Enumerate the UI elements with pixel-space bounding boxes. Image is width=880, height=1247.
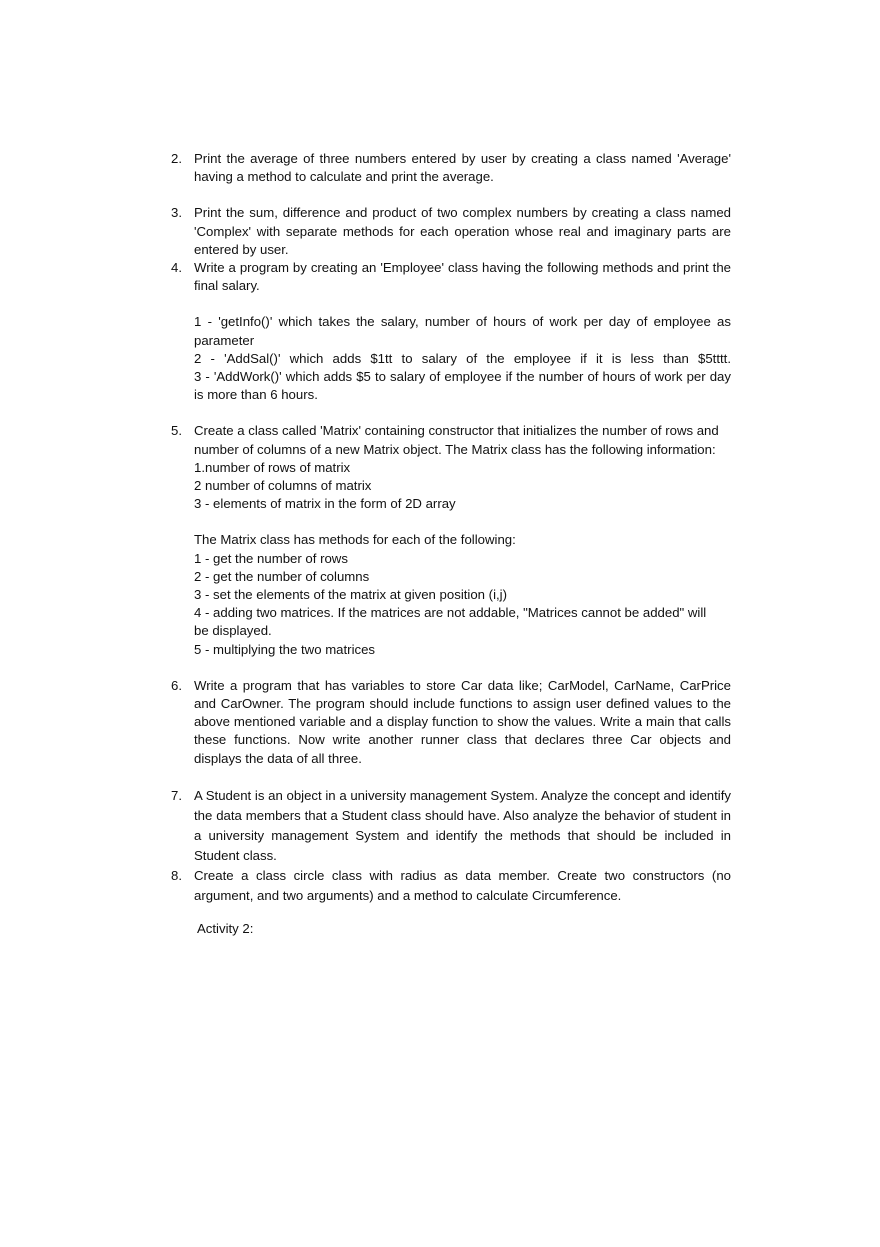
item-text: Print the sum, difference and product of two complex numbers by creating a class named 'Complex' with separate methods for each operation whose real and imaginary parts are entered by user. [194,205,731,257]
item-body [194,259,731,404]
method-addwork: 3 - 'AddWork()' which adds $5 to salary of employee if the number of hours of work per day is more than 6 hours. [194,369,731,403]
matrix-info-1: 1.number of rows of matrix [194,459,351,475]
matrix-info-2: 2 number of columns of matrix [194,478,372,494]
matrix-method-4: 4 - adding two matrices. If the matrices are not addable, "Matrices cannot be added" will be displayed. [194,605,707,639]
matrix-info-3: 3 - elements of matrix in the form of 2D array [194,496,456,512]
item-text: Create a class circle class with radius as data member. Create two constructors (no argument, and two arguments) and a method to calculate Circumference. [194,867,731,903]
item-text: A Student is an object in a university management System. Analyze the concept and identify the data members that a Student class should have. Also analyze the behavior of student in a university management System and identify the methods that should be included in Student class. [194,787,731,863]
item-text: Print the average of three numbers entered by user by creating a class named 'Average' having a method to calculate and print the average. [194,151,731,185]
list-item-3 [171,204,731,259]
item-number: 7. [171,787,182,803]
item-body [194,422,731,658]
item-number: 5. [171,423,182,439]
matrix-method-2: 2 - get the number of columns [194,568,370,584]
matrix-method-5: 5 - multiplying the two matrices [194,641,376,657]
item-number: 6. [171,677,182,693]
task-list [171,150,731,938]
item-number: 4. [171,260,182,276]
list-item-5 [171,422,731,658]
list-item-8 [171,866,731,906]
matrix-methods-intro: The Matrix class has methods for each of the following: [194,532,516,548]
list-item-2 [171,150,731,186]
list-item-7 [171,786,731,866]
matrix-method-3: 3 - set the elements of the matrix at given position (i,j) [194,587,507,603]
method-getinfo: 1 - 'getInfo()' which takes the salary, number of hours of work per day of employee as parameter [194,314,731,348]
activity-heading: Activity 2: [197,920,254,936]
list-item-4 [171,259,731,404]
item-text: Create a class called 'Matrix' containing constructor that initializes the number of rows and number of columns of a new Matrix object. The Matrix class has the following information: [194,423,719,457]
item-number: 2. [171,151,182,166]
item-number: 8. [171,867,182,883]
item-text: Write a program by creating an 'Employee' class having the following methods and print the final salary. [194,260,731,294]
item-number: 3. [171,205,182,221]
method-addsal: 2 - 'AddSal()' which adds $1tt to salary of the employee if it is less than $5tttt. [194,350,731,366]
matrix-method-1: 1 - get the number of rows [194,550,348,566]
item-text: Write a program that has variables to store Car data like; CarModel, CarName, CarPrice and CarOwner. The program should include functions to assign user defined values to the above mentioned variable and a display function to show the values. Write a main that calls these functions. Now write another runner class that declares three Car objects and displays the data of all three. [194,677,731,766]
list-item-6 [171,677,731,768]
